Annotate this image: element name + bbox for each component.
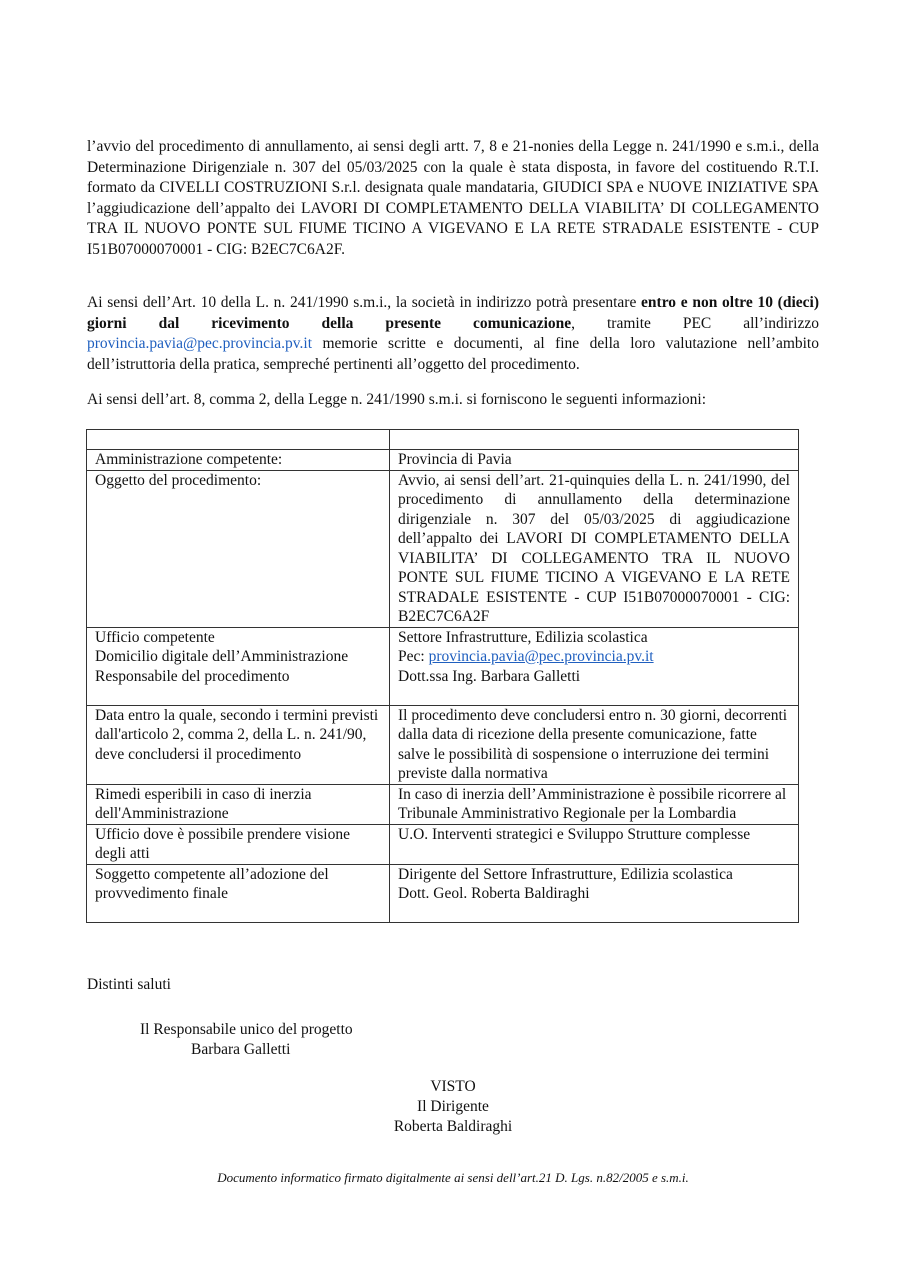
label-data: Data entro la quale, secondo i termini previsti dall'articolo 2, comma 2, della L. n. 241/90, deve concludersi il procedimento	[87, 705, 390, 784]
table-cell-empty	[87, 430, 390, 450]
label-amministrazione: Amministrazione competente:	[87, 450, 390, 471]
notice-text-1: Ai sensi dell’Art. 10 della L. n. 241/1990 s.m.i., la società in indirizzo potrà presentare	[87, 294, 642, 311]
pec-prefix: Pec:	[398, 648, 429, 665]
label-ufficio-competente: Ufficio competente	[95, 628, 215, 646]
table-row-ufficio	[87, 627, 799, 705]
pec-email-link-table[interactable]: provincia.pavia@pec.provincia.pv.it	[428, 648, 654, 665]
visto-block	[353, 1077, 553, 1137]
value-rimedi: In caso di inerzia dell’Amministrazione è possibile ricorrere al Tribunale Amministrativo Regionale per la Lombardia	[390, 784, 799, 824]
value-ufficio	[390, 627, 799, 705]
notice-text-2: , tramite PEC all’indirizzo	[571, 314, 819, 332]
intro-paragraph: l’avvio del procedimento di annullamento, ai sensi degli artt. 7, 8 e 21-nonies della Legge n. 241/1990 e s.m.i., della Determinazione Dirigenziale n. 307 del 05/03/2025 con la quale è stata disposta, in favore del costituendo R.T.I. formato da CIVELLI COSTRUZIONI S.r.l. designata quale mandataria, GIUDICI SPA e NUOVE INIZIATIVE SPA l’aggiudicazione dell’appalto dei LAVORI DI COMPLETAMENTO DELLA VIABILITA’ DI COLLEGAMENTO TRA IL NUOVO PONTE SUL FIUME TICINO A VIGEVANO E LA RETE STRADALE ESISTENTE - CUP I51B07000070001 - CIG: B2EC7C6A2F.	[87, 138, 819, 258]
value-soggetto-settore: Dirigente del Settore Infrastrutture, Edilizia scolastica	[398, 865, 733, 883]
value-amministrazione: Provincia di Pavia	[390, 450, 799, 471]
value-visione: U.O. Interventi strategici e Sviluppo Strutture complesse	[390, 824, 799, 864]
label-visione: Ufficio dove è possibile prendere visione degli atti	[87, 824, 390, 864]
digital-signature-footer: Documento informatico firmato digitalmente ai sensi dell’art.21 D. Lgs. n.82/2005 e s.m.i.	[217, 1170, 689, 1185]
value-oggetto: Avvio, ai sensi dell’art. 21-quinquies della L. n. 241/1990, del procedimento di annullamento della determinazione dirigenziale n. 307 del 05/03/2025 di aggiudicazione dell’appalto dei LAVORI DI COMPLETAMENTO DELLA VIABILITA’ DI COLLEGAMENTO TRA IL NUOVO PONTE SUL FIUME TICINO A VIGEVANO E LA RETE STRADALE ESISTENTE - CUP I51B07000070001 - CIG: B2EC7C6A2F	[390, 470, 799, 627]
label-oggetto: Oggetto del procedimento:	[87, 470, 390, 627]
table-row-empty	[87, 430, 799, 450]
label-domicilio-digitale: Domicilio digitale dell’Amministrazione	[95, 648, 349, 665]
value-soggetto	[390, 864, 799, 922]
value-pec	[398, 647, 790, 667]
value-data: Il procedimento deve concludersi entro n. 30 giorni, decorrenti dalla data di ricezione della presente comunicazione, fatte salve le possibilità di sospensione o interruzione dei termini previste dalla normativa	[390, 705, 799, 784]
info-intro: Ai sensi dell’art. 8, comma 2, della Legge n. 241/1990 s.m.i. si forniscono le seguenti informazioni:	[87, 391, 707, 408]
table-row-visione	[87, 824, 799, 864]
info-table	[86, 429, 799, 923]
table-cell-empty	[390, 430, 799, 450]
notice-deadline: entro e non oltre 10 (dieci) giorni dal ricevimento della presente comunicazione	[87, 294, 819, 332]
label-soggetto: Soggetto competente all’adozione del provvedimento finale	[87, 864, 390, 922]
closing-salutation: Distinti saluti	[87, 976, 171, 993]
table-row-data	[87, 705, 799, 784]
table-row-rimedi	[87, 784, 799, 824]
value-soggetto-nome: Dott. Geol. Roberta Baldiraghi	[398, 885, 590, 902]
value-ufficio-competente: Settore Infrastrutture, Edilizia scolastica	[398, 628, 648, 646]
visto-role: Il Dirigente	[417, 1098, 489, 1115]
signature-block	[140, 1020, 353, 1060]
table-row-soggetto	[87, 864, 799, 922]
pec-email-link[interactable]: provincia.pavia@pec.provincia.pv.it	[87, 335, 313, 352]
notice-paragraph	[87, 293, 819, 375]
signature-role: Il Responsabile unico del progetto	[140, 1021, 353, 1038]
label-responsabile: Responsabile del procedimento	[95, 667, 290, 685]
visto-name: Roberta Baldiraghi	[393, 1118, 513, 1135]
notice-text-3: memorie scritte e documenti, al fine della loro valutazione nell’ambito dell’istruttoria della pratica, sempreché pertinenti all’oggetto del procedimento.	[87, 335, 819, 373]
signature-name: Barbara Galletti	[191, 1041, 291, 1058]
value-responsabile: Dott.ssa Ing. Barbara Galletti	[398, 667, 581, 685]
table-row-oggetto	[87, 470, 799, 627]
label-ufficio	[87, 627, 390, 705]
visto-title: VISTO	[430, 1078, 476, 1095]
table-row-amministrazione	[87, 450, 799, 471]
label-rimedi: Rimedi esperibili in caso di inerzia dell'Amministrazione	[87, 784, 390, 824]
